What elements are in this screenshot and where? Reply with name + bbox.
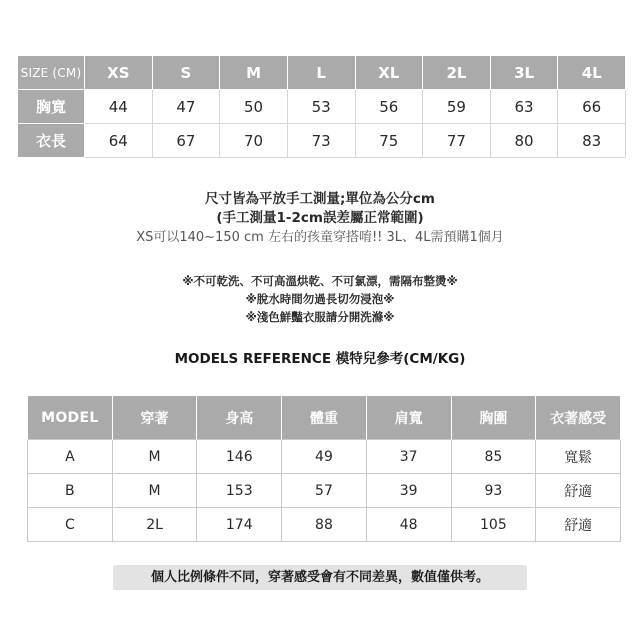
- note-tolerance: (手工測量1-2cm誤差屬正常範圍): [216, 210, 424, 226]
- size-cell: 67: [152, 124, 220, 158]
- model-cell: 2L: [112, 508, 197, 542]
- model-cell: 85: [451, 440, 536, 474]
- size-cell: 83: [558, 124, 626, 158]
- size-cell: 80: [490, 124, 558, 158]
- care-line-color: ※淺色鮮豔衣服請分開洗滌※: [245, 310, 395, 324]
- size-cell: 56: [355, 90, 423, 124]
- model-cell: 舒適: [536, 474, 621, 508]
- care-line-wash: ※不可乾洗、不可高溫烘乾、不可氯漂，需隔布整燙※: [182, 274, 458, 288]
- size-cell: 73: [287, 124, 355, 158]
- model-cell: 48: [366, 508, 451, 542]
- model-row-c: [28, 508, 621, 542]
- measurement-notes: [0, 190, 640, 247]
- model-cell: 93: [451, 474, 536, 508]
- size-header-xl: XL: [355, 56, 423, 90]
- model-row-b: [28, 474, 621, 508]
- size-header-s: S: [152, 56, 220, 90]
- model-header-wear-size: 穿著: [112, 396, 197, 440]
- size-cell: 70: [220, 124, 288, 158]
- model-cell: C: [28, 508, 113, 542]
- model-cell: 39: [366, 474, 451, 508]
- model-cell: M: [112, 474, 197, 508]
- size-header-3l: 3L: [490, 56, 558, 90]
- size-row-chest: [18, 90, 626, 124]
- size-cell: 66: [558, 90, 626, 124]
- disclaimer-banner: 個人比例條件不同，穿著感受會有不同差異，數值僅供考。: [113, 565, 527, 590]
- size-row-length: [18, 124, 626, 158]
- model-cell: A: [28, 440, 113, 474]
- size-cell: 75: [355, 124, 423, 158]
- models-reference-title: MODELS REFERENCE 模特兒參考(CM/KG): [174, 351, 466, 367]
- note-unit: 尺寸皆為平放手工測量;單位為公分cm: [205, 191, 435, 207]
- row-label-length: 衣長: [18, 124, 85, 158]
- model-cell: 寬鬆: [536, 440, 621, 474]
- model-cell: 146: [197, 440, 282, 474]
- model-cell: 49: [282, 440, 367, 474]
- size-cell: 64: [85, 124, 153, 158]
- model-header-height: 身高: [197, 396, 282, 440]
- size-cell: 53: [287, 90, 355, 124]
- model-cell: B: [28, 474, 113, 508]
- size-header-xs: XS: [85, 56, 153, 90]
- model-header-row: [28, 396, 621, 440]
- model-header-shoulder: 肩寬: [366, 396, 451, 440]
- model-cell: 88: [282, 508, 367, 542]
- size-header-m: M: [220, 56, 288, 90]
- size-cell: 47: [152, 90, 220, 124]
- care-instructions: [0, 272, 640, 326]
- model-header-fit-feel: 衣著感受: [536, 396, 621, 440]
- size-header-row: [18, 56, 626, 90]
- note-sizing-tip: XS可以140~150 cm 左右的孩童穿搭唷!! 3L、4L需預購1個月: [136, 230, 504, 245]
- size-cell: 44: [85, 90, 153, 124]
- model-header-chest: 胸圍: [451, 396, 536, 440]
- model-header-weight: 體重: [282, 396, 367, 440]
- size-unit-header: SIZE (CM): [18, 56, 85, 90]
- care-line-spin: ※脫水時間勿過長切勿浸泡※: [245, 292, 395, 306]
- model-cell: 153: [197, 474, 282, 508]
- model-cell: 105: [451, 508, 536, 542]
- size-chart-table: [17, 55, 626, 158]
- model-reference-table: [27, 396, 621, 542]
- model-cell: 174: [197, 508, 282, 542]
- size-cell: 59: [423, 90, 491, 124]
- model-cell: 57: [282, 474, 367, 508]
- row-label-chest: 胸寬: [18, 90, 85, 124]
- size-header-l: L: [287, 56, 355, 90]
- model-header-model: MODEL: [28, 396, 113, 440]
- size-cell: 50: [220, 90, 288, 124]
- model-cell: M: [112, 440, 197, 474]
- size-header-2l: 2L: [423, 56, 491, 90]
- model-cell: 舒適: [536, 508, 621, 542]
- size-header-4l: 4L: [558, 56, 626, 90]
- size-cell: 63: [490, 90, 558, 124]
- model-cell: 37: [366, 440, 451, 474]
- size-cell: 77: [423, 124, 491, 158]
- model-row-a: [28, 440, 621, 474]
